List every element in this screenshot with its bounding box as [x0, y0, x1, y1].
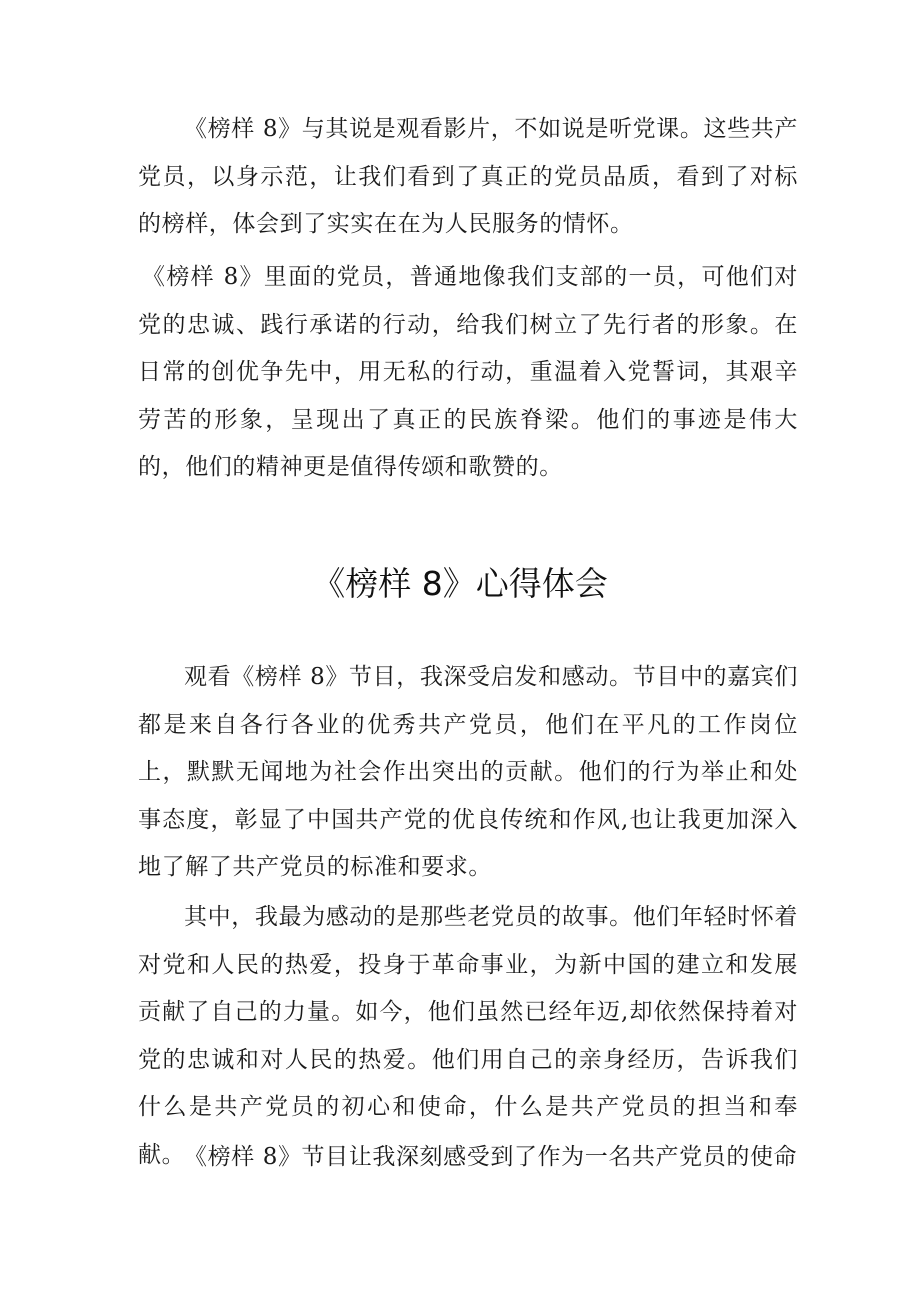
paragraph-party-members: 《榜样 8》里面的党员，普通地像我们支部的一员，可他们对党的忠诚、践行承诺的行动，给我们树立了先行者的形象。在日常的创优争先中，用无私的行动，重温着入党誓词，其艰辛劳苦的形象，呈现出了真正的民族脊梁。他们的事迹是伟大的，他们的精神更是值得传颂和歌赞的。 — [138, 264, 798, 480]
paragraph-conclusion: 《榜样 8》节目让我深刻感受到了作为一名共产党员的使命 — [184, 1144, 798, 1170]
paragraph-old-members: 其中，我最为感动的是那些老党员的故事。他们年轻时怀着对党和人民的热爱，投身于革命事业，为新中国的建立和发展贡献了自己的力量。如今，他们虽然已经年迈,却依然保持着对党的忠诚和对人民的热爱。他们用自己的亲身经历，告诉我们什么是共产党员的初心和使命，什么是共产党员的担当和奉献。 — [138, 904, 798, 1168]
page-title: 《榜样 8》心得体会 — [312, 564, 608, 603]
paragraph-watching-program: 观看《榜样 8》节目，我深受启发和感动。节目中的嘉宾们都是来自各行各业的优秀共产党员，他们在平凡的工作岗位上，默默无闻地为社会作出突出的贡献。他们的行为举止和处事态度，彰显了中国共产党的优良传统和作风,也让我更加深入地了解了共产党员的标准和要求。 — [138, 664, 798, 880]
paragraph-intro: 《榜样 8》与其说是观看影片，不如说是听党课。这些共产党员，以身示范，让我们看到了真正的党员品质，看到了对标的榜样，体会到了实实在在为人民服务的情怀。 — [138, 116, 798, 237]
